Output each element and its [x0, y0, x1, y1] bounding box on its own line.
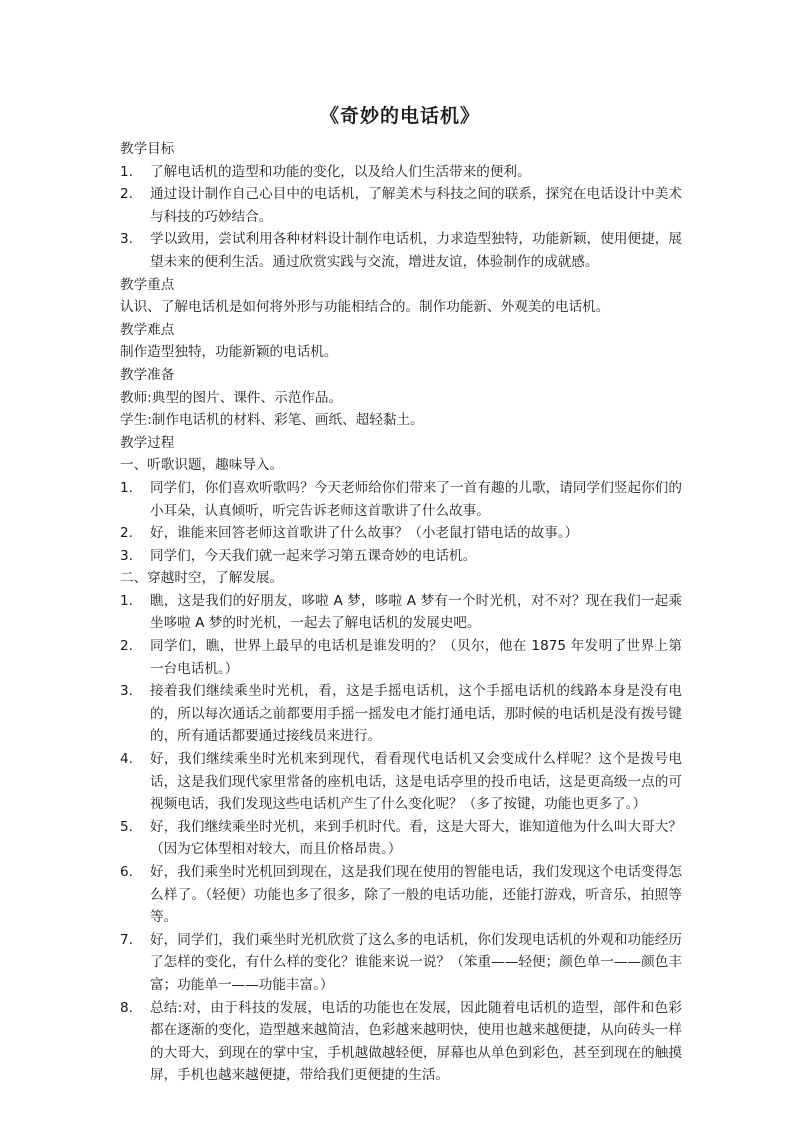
- section-heading-prep: 教学准备: [120, 366, 175, 383]
- process-number: 6.: [120, 864, 133, 880]
- goal-text: 了解电话机的造型和功能的变化，以及给人们生活带来的便利。: [150, 163, 531, 180]
- section-heading-difficulty: 教学难点: [120, 321, 175, 338]
- process-text: 好，谁能来回答老师这首歌讲了什么故事？（小老鼠打错电话的故事。）: [150, 525, 579, 542]
- process-item: [120, 477, 682, 522]
- key-text: 认识、了解电话机是如何将外形与功能相结合的。制作功能新、外观美的电话机。: [120, 299, 610, 316]
- process-text: 瞧，这是我们的好朋友，哆啦 A 梦，哆啦 A 梦有一个时光机，对不对？现在我们一起乘坐哆啦 A 梦的时光机，一起去了解电话机的发展史吧。: [150, 592, 682, 632]
- process-item: [120, 748, 682, 816]
- goal-text: 学以致用，尝试利用各种材料设计制作电话机，力求造型独特，功能新颖，使用便捷，展望未来的便利生活。通过欣赏实践与交流，增进友谊，体验制作的成就感。: [150, 231, 682, 270]
- goal-number: 1.: [120, 163, 133, 180]
- process-item: [120, 545, 682, 568]
- process-number: 4.: [120, 751, 133, 768]
- process-number: 7.: [120, 931, 133, 948]
- process-number: 3.: [120, 683, 133, 700]
- process-item: [120, 635, 682, 680]
- prep-student: 学生:制作电话机的材料、彩笔、画纸、超轻黏土。: [120, 412, 424, 429]
- document-body: [120, 138, 682, 1087]
- goal-item: [120, 183, 682, 228]
- process-item: [120, 929, 682, 997]
- goal-item: [120, 228, 682, 273]
- document-title: 《奇妙的电话机》: [319, 105, 480, 127]
- process-text: 好，我们继续乘坐时光机，来到手机时代。看，这是大哥大，谁知道他为什么叫大哥大？（因为它体型相对较大，而且价格昂贵。）: [150, 818, 682, 858]
- prep-teacher: 教师:典型的图片、课件、示范作品。: [120, 389, 343, 406]
- process-text: 接着我们继续乘坐时光机，看，这是手摇电话机，这个手摇电话机的线路本身是没有电的，所以每次通话之前都要用手摇一摇发电才能打通电话，那时候的电话机是没有拨号键的，所有通话都要通过接线员来进行。: [150, 683, 682, 745]
- process-number: 3.: [120, 547, 133, 564]
- process-number: 8.: [120, 999, 133, 1016]
- process-number: 1.: [120, 592, 133, 609]
- process-number: 5.: [120, 818, 133, 835]
- part2-heading: 二、穿越时空，了解发展。: [120, 570, 284, 587]
- process-item: [120, 590, 682, 635]
- process-text: 好，同学们，我们乘坐时光机欣赏了这么多的电话机，你们发现电话机的外观和功能经历了怎样的变化，有什么样的变化？谁能来说一说？（笨重——轻便；颜色单一——颜色丰富；功能单一——功能丰富。）: [150, 931, 682, 993]
- section-heading-key: 教学重点: [120, 276, 175, 293]
- process-number: 2.: [120, 525, 133, 542]
- process-text: 好，我们继续乘坐时光机来到现代，看看现代电话机又会变成什么样呢？这个是拨号电话，这是我们现代家里常备的座机电话，这是电话亭里的投币电话，这是更高级一点的可视频电话，我们发现这些电话机产生了什么变化呢？（多了按键，功能也更多了。）: [150, 751, 682, 813]
- process-number: 2.: [120, 638, 133, 655]
- goal-number: 2.: [120, 186, 133, 203]
- section-heading-process: 教学过程: [120, 434, 175, 451]
- process-text: 同学们，今天我们就一起来学习第五课奇妙的电话机。: [150, 547, 477, 564]
- process-item: [120, 816, 682, 861]
- process-text: 同学们，你们喜欢听歌吗？今天老师给你们带来了一首有趣的儿歌，请同学们竖起你们的小耳朵，认真倾听，听完告诉老师这首歌讲了什么故事。: [150, 479, 682, 519]
- process-text: 同学们，瞧，世界上最早的电话机是谁发明的？（贝尔，他在 1875 年发明了世界上第一台电话机。）: [150, 638, 682, 677]
- process-item: [120, 997, 682, 1087]
- process-text: 总结:对，由于科技的发展，电话的功能也在发展，因此随着电话机的造型，部件和色彩都在逐渐的变化，造型越来越简洁，色彩越来越明快，使用也越来越便捷，从向砖头一样的大哥大，到现在的掌中宝，手机越做越轻便，屏幕也从单色到彩色，甚至到现在的触摸屏，手机也越来越便捷，带给我们更便捷的生活。: [150, 999, 682, 1084]
- process-text: 好，我们乘坐时光机回到现在，这是我们现在使用的智能电话，我们发现这个电话变得怎么样了。（轻便）功能也多了很多，除了一般的电话功能，还能打游戏，听音乐，拍照等等。: [150, 864, 682, 926]
- process-item: [120, 522, 682, 545]
- process-number: 1.: [120, 479, 133, 496]
- goal-number: 3.: [120, 231, 133, 248]
- process-item: [120, 861, 682, 929]
- difficulty-text: 制作造型独特，功能新颖的电话机。: [120, 344, 338, 361]
- goal-text: 通过设计制作自己心目中的电话机，了解美术与科技之间的联系，探究在电话设计中美术与科技的巧妙结合。: [150, 186, 682, 225]
- process-item: [120, 680, 682, 748]
- section-heading-goals: 教学目标: [120, 141, 175, 157]
- part1-heading: 一、听歌识题，趣味导入。: [120, 457, 284, 474]
- goal-item: [120, 161, 682, 184]
